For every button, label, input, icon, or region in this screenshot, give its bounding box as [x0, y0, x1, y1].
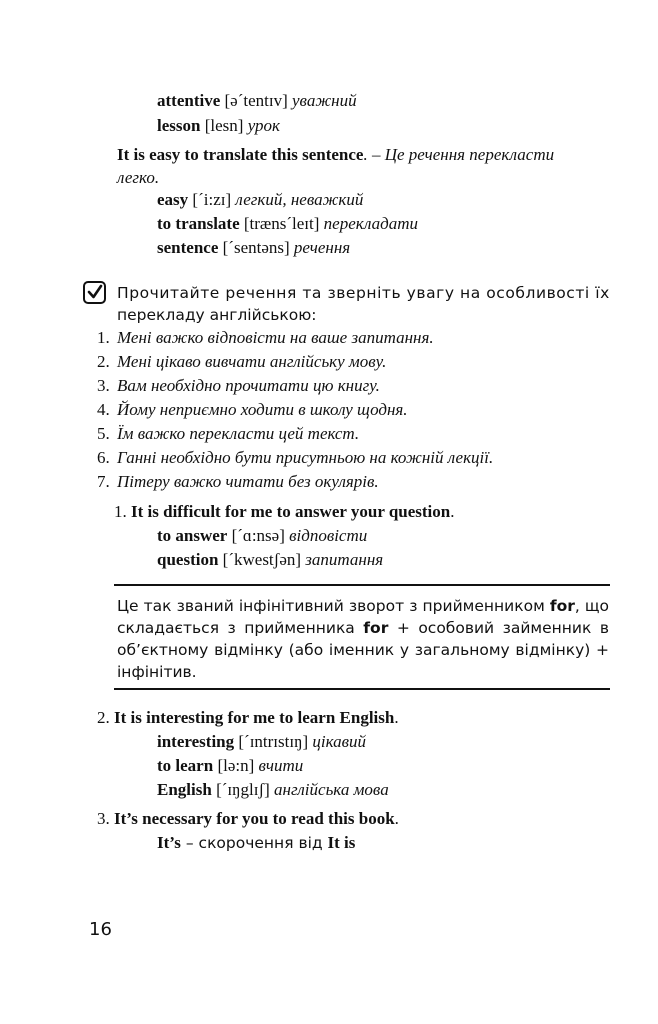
list-item: Йому неприємно ходити в школу щодня.: [117, 400, 408, 419]
page-number: 16: [89, 919, 112, 940]
vocab-entry: [157, 188, 363, 212]
answer-period: .: [450, 502, 455, 521]
answer-number: 2.: [97, 708, 110, 727]
vocab-entry: [157, 89, 357, 113]
vocab-translation: цікавий: [312, 732, 367, 751]
note-bottom-rule: [114, 688, 610, 690]
vocab-transcription: [ˊi:zɪ]: [192, 190, 232, 209]
vocab-translation: перекладати: [323, 214, 419, 233]
vocab-transcription: [ˊsentəns]: [222, 238, 290, 257]
vocab-word: to translate: [157, 214, 240, 233]
vocab-word: sentence: [157, 238, 219, 257]
note-keyword: for: [363, 619, 389, 637]
vocab-entry: [157, 730, 366, 754]
vocab-transcription: [əˊtentɪv]: [224, 91, 288, 110]
vocab-transcription: [lesn]: [204, 116, 244, 135]
abbr-word: It’s: [157, 833, 181, 852]
list-item: Ганні необхідно бути присутньою на кожній лекції.: [117, 448, 494, 467]
answer-english: It’s necessary for you to read this book: [114, 809, 395, 828]
list-number: 3.: [97, 376, 110, 395]
note-text: , що складається з прийменника: [117, 597, 610, 637]
list-number: 2.: [97, 352, 110, 371]
vocab-word: to learn: [157, 756, 214, 775]
example-english: It is easy to translate this sentence: [117, 145, 364, 164]
list-item: Мені цікаво вивчати англійську мову.: [117, 352, 387, 371]
answer-english: It is difficult for me to answer your question: [131, 502, 451, 521]
vocab-word: to answer: [157, 526, 228, 545]
answer-number: 1.: [114, 502, 127, 521]
vocab-word: English: [157, 780, 212, 799]
vocab-entry: [157, 548, 383, 572]
vocab-entry: [157, 778, 389, 802]
vocab-transcription: [lə:n]: [217, 756, 255, 775]
answer-sentence: [97, 807, 399, 831]
vocab-translation: речення: [293, 238, 351, 257]
example-sentence: [117, 143, 554, 167]
grammar-note: [117, 595, 609, 683]
checkmark-icon: [83, 281, 106, 304]
vocab-word: interesting: [157, 732, 235, 751]
task-instruction-line1: Прочитайте речення та зверніть увагу на особливості їх: [117, 284, 610, 302]
vocab-entry: [157, 212, 418, 236]
vocab-transcription: [ˊɑ:nsə]: [231, 526, 285, 545]
list-number: 6.: [97, 448, 110, 467]
list-number: 7.: [97, 472, 110, 491]
vocab-entry: [157, 524, 367, 548]
abbreviation-note: [157, 831, 355, 855]
vocab-transcription: [ˊkwestʃən]: [222, 550, 302, 569]
answer-period: .: [394, 708, 399, 727]
vocab-translation: уважний: [292, 91, 357, 110]
task-instruction-line2: перекладу англійською:: [117, 306, 317, 324]
vocab-translation: відповісти: [289, 526, 368, 545]
note-text: + особовий займенник в об’єктному відмінку (або іменник у загальному відмінку) + інфінітив.: [117, 619, 609, 681]
list-number: 5.: [97, 424, 110, 443]
abbr-text: – скорочення від: [180, 834, 328, 852]
note-top-rule: [114, 584, 610, 586]
vocab-translation: запитання: [305, 550, 384, 569]
example-translation-cont: легко.: [117, 168, 160, 187]
task-instruction: [117, 281, 609, 305]
vocab-translation: вчити: [258, 756, 304, 775]
vocab-entry: [157, 236, 350, 260]
list-item: Мені важко відповісти на ваше запитання.: [117, 328, 434, 347]
answer-sentence: [97, 706, 399, 730]
vocab-word: easy: [157, 190, 189, 209]
abbr-full: It is: [327, 833, 356, 852]
vocab-transcription: [ˊɪntrɪstɪŋ]: [238, 732, 309, 751]
list-item: Їм важко перекласти цей текст.: [117, 424, 360, 443]
vocab-word: question: [157, 550, 219, 569]
vocab-entry: [157, 114, 280, 138]
vocab-word: lesson: [157, 116, 201, 135]
answer-sentence: [114, 500, 454, 524]
note-text: Це так званий інфінітивний зворот з прийменником: [117, 597, 550, 615]
vocab-transcription: [trænsˊleɪt]: [243, 214, 320, 233]
list-item: Пітеру важко читати без окулярів.: [117, 472, 379, 491]
list-number: 1.: [97, 328, 110, 347]
vocab-entry: [157, 754, 303, 778]
vocab-translation: урок: [247, 116, 280, 135]
list-item: Вам необхідно прочитати цю книгу.: [117, 376, 380, 395]
answer-period: .: [394, 809, 399, 828]
vocab-word: attentive: [157, 91, 221, 110]
vocab-translation: англійська мова: [274, 780, 389, 799]
answer-number: 3.: [97, 809, 110, 828]
vocab-transcription: [ˊɪŋglɪʃ]: [216, 780, 270, 799]
note-keyword: for: [549, 597, 575, 615]
list-number: 4.: [97, 400, 110, 419]
vocab-translation: легкий, неважкий: [235, 190, 364, 209]
answer-english: It is interesting for me to learn English: [114, 708, 395, 727]
example-translation: . – Це речення перекласти: [363, 145, 555, 164]
